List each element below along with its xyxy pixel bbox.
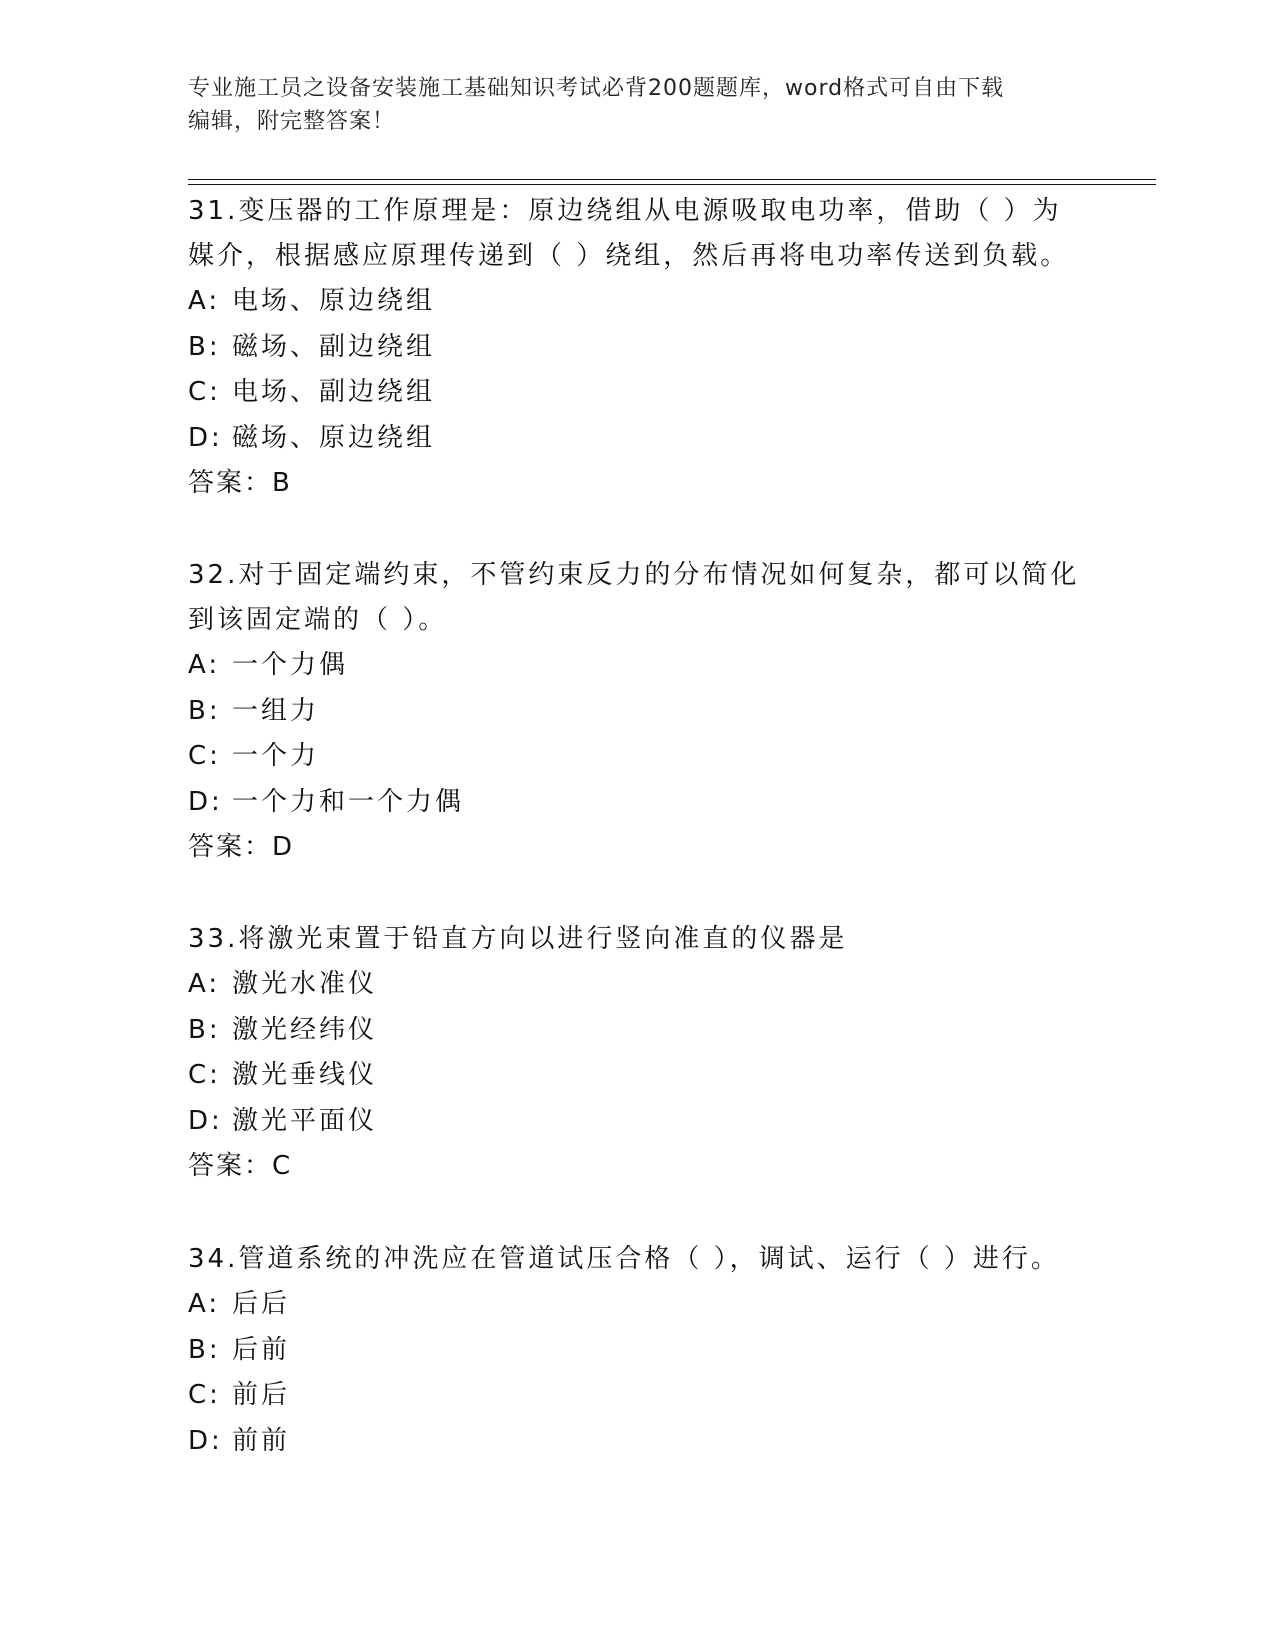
answer-line: 答案：B bbox=[188, 468, 292, 498]
option-a bbox=[188, 1282, 1088, 1328]
option-letter: C: bbox=[188, 741, 221, 771]
header-divider-top bbox=[188, 179, 1156, 180]
question-stem-line-1: 31.变压器的工作原理是：原边绕组从电源吸取电功率，借助（ ）为 bbox=[188, 196, 1062, 226]
option-text: 后后 bbox=[232, 1289, 291, 1319]
option-letter: B: bbox=[188, 331, 221, 362]
option-text: 磁场、副边绕组 bbox=[232, 331, 436, 362]
option-b bbox=[188, 1328, 1088, 1374]
option-letter: B: bbox=[188, 1334, 221, 1365]
option-text: 激光平面仪 bbox=[232, 1105, 378, 1136]
option-d bbox=[188, 1099, 1088, 1145]
question-stem-line-2: 媒介，根据感应原理传递到（ ）绕组，然后再将电功率传送到负载。 bbox=[188, 241, 1070, 271]
option-c bbox=[188, 734, 1088, 780]
option-b bbox=[188, 325, 1088, 371]
option-text: 一个力和一个力偶 bbox=[232, 786, 465, 817]
option-letter: B: bbox=[188, 1014, 221, 1045]
option-letter: B: bbox=[188, 695, 221, 726]
option-text: 前后 bbox=[232, 1380, 291, 1410]
answer-line: 答案：C bbox=[188, 1151, 293, 1181]
option-letter: A: bbox=[188, 1289, 221, 1319]
option-c bbox=[188, 1053, 1088, 1099]
option-text: 后前 bbox=[232, 1334, 291, 1365]
option-text: 激光水准仪 bbox=[232, 969, 378, 999]
option-b bbox=[188, 689, 1088, 735]
question-stem-line-2: 到该固定端的（ ）。 bbox=[188, 605, 448, 635]
option-letter: C: bbox=[188, 1060, 221, 1090]
option-letter: C: bbox=[188, 377, 221, 407]
option-list bbox=[188, 643, 1088, 825]
option-b bbox=[188, 1008, 1088, 1054]
answer-line: 答案：D bbox=[188, 832, 295, 862]
option-letter: A: bbox=[188, 286, 221, 316]
document-header bbox=[188, 72, 1088, 138]
question-34 bbox=[188, 1237, 1088, 1464]
option-letter: D: bbox=[188, 422, 223, 453]
header-title-line-2: 编辑，附完整答案！ bbox=[188, 109, 396, 134]
option-c bbox=[188, 370, 1088, 416]
header-title-line-1: 专业施工员之设备安装施工基础知识考试必背200题题库，word格式可自由下载 bbox=[188, 76, 1005, 101]
option-list bbox=[188, 962, 1088, 1144]
question-stem-line-1: 34.管道系统的冲洗应在管道试压合格（ ），调试、运行（ ）进行。 bbox=[188, 1244, 1060, 1274]
option-text: 前前 bbox=[232, 1425, 291, 1456]
option-text: 电场、原边绕组 bbox=[232, 286, 436, 316]
option-text: 磁场、原边绕组 bbox=[232, 422, 436, 453]
option-letter: D: bbox=[188, 1105, 223, 1136]
question-31 bbox=[188, 189, 1088, 506]
option-letter: D: bbox=[188, 1425, 223, 1456]
option-letter: D: bbox=[188, 786, 223, 817]
header-divider-bottom bbox=[188, 184, 1156, 185]
option-letter: C: bbox=[188, 1380, 221, 1410]
option-text: 激光垂线仪 bbox=[232, 1060, 378, 1090]
option-a bbox=[188, 962, 1088, 1008]
question-33 bbox=[188, 917, 1088, 1189]
option-d bbox=[188, 416, 1088, 462]
option-d bbox=[188, 780, 1088, 826]
option-a bbox=[188, 643, 1088, 689]
option-list bbox=[188, 279, 1088, 461]
option-letter: A: bbox=[188, 650, 221, 680]
option-letter: A: bbox=[188, 969, 221, 999]
option-text: 电场、副边绕组 bbox=[232, 377, 436, 407]
option-text: 激光经纬仪 bbox=[232, 1014, 378, 1045]
option-d bbox=[188, 1419, 1088, 1465]
option-list bbox=[188, 1282, 1088, 1464]
option-c bbox=[188, 1373, 1088, 1419]
option-text: 一个力偶 bbox=[232, 650, 349, 680]
option-text: 一个力 bbox=[232, 741, 320, 771]
option-a bbox=[188, 279, 1088, 325]
question-stem-line-1: 33.将激光束置于铅直方向以进行竖向准直的仪器是 bbox=[188, 924, 848, 954]
question-32 bbox=[188, 553, 1088, 870]
question-stem-line-1: 32.对于固定端约束，不管约束反力的分布情况如何复杂，都可以简化 bbox=[188, 560, 1080, 590]
option-text: 一组力 bbox=[232, 695, 320, 726]
